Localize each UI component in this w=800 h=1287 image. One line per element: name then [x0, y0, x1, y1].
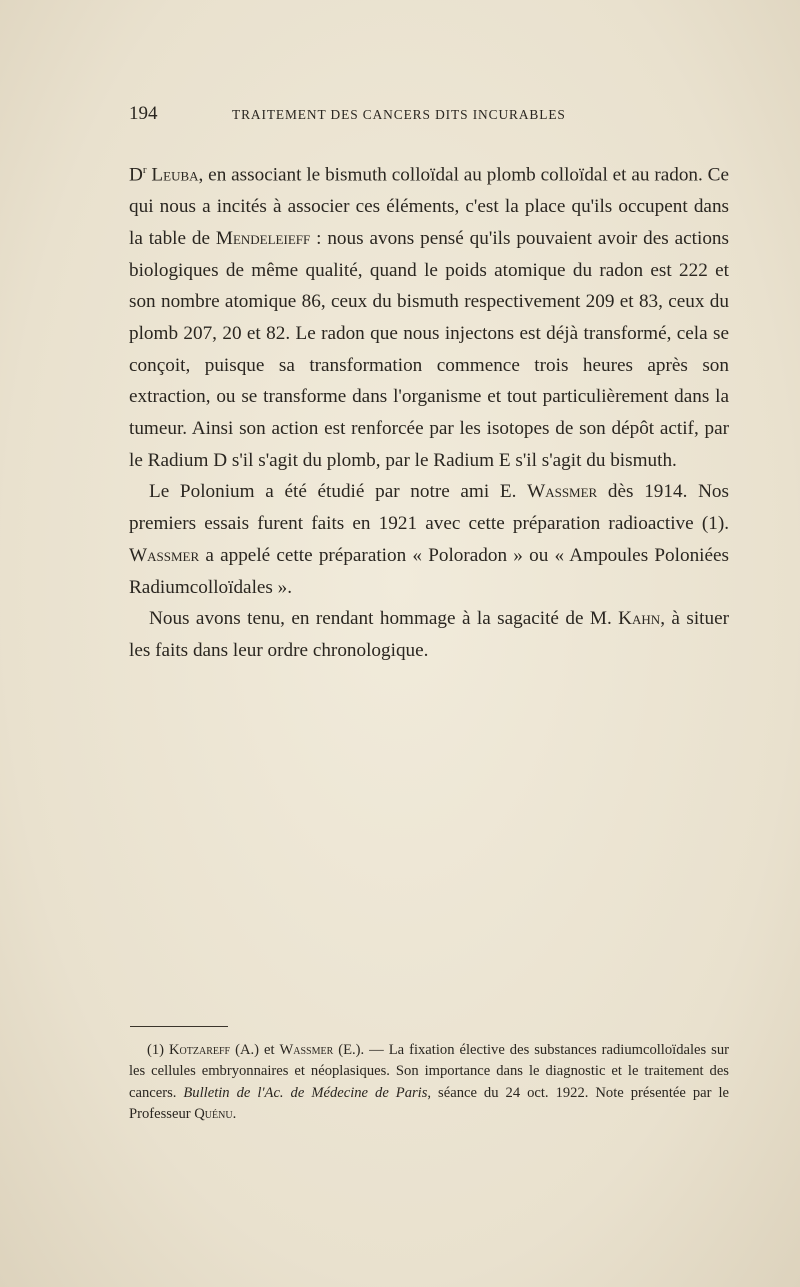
footnote-journal: Bulletin de l'Ac. de Médecine de Paris [183, 1084, 428, 1101]
paragraph-2-text-c: a appelé cette préparation « Poloradon » ou « Ampoules Poloniées Radiumcolloïdales ». [129, 544, 729, 598]
footnote-name-quenu: Quénu [194, 1105, 233, 1122]
body-text [129, 155, 729, 667]
running-head: TRAITEMENT DES CANCERS DITS INCURABLES [232, 107, 566, 122]
footnote-text-c: , séance du 24 oct. 1922. Note présentée par le Professeur [129, 1084, 729, 1122]
footnote-marker: (1) [147, 1042, 169, 1058]
paragraph-1-text-a: , en associant le bismuth colloïdal au plomb colloïdal et au radon. Ce qui nous a incités à associer ces éléments, c'est la place qu'ils occupent dans la table de [129, 164, 729, 249]
footnote-divider [130, 1026, 228, 1027]
author-name-wassmer: Wassmer [527, 481, 598, 503]
page-number: 194 [129, 103, 158, 124]
paragraph-3 [129, 603, 729, 666]
author-name-mendeleieff: Mendeleieff [215, 227, 311, 249]
title-dr-superscript: r [142, 164, 147, 176]
paragraph-1-text-b: : nous avons pensé qu'ils pouvaient avoir des actions biologiques de même qualité, quand le poids atomique du radon est 222 et son nombre atomique 86, ceux du bismuth respectivement 209 et 83, ceux du plomb 207, 20 et 82. Le radon que nous injectons est déjà transformé, cela se conçoit, puisque sa transformation commence trois heures après son extraction, ou se transforme dans l'organisme et tout particulièrement dans la tumeur. Ainsi son action est renforcée par les isotopes de son dépôt actif, par le Radium D s'il s'agit du plomb, par le Radium E s'il s'agit du bismuth. [129, 227, 729, 471]
footnote [129, 1040, 729, 1125]
author-name-kahn: Kahn [618, 608, 661, 630]
author-name-leuba: Leuba [151, 164, 199, 186]
title-dr: D [129, 164, 143, 186]
footnote-author-wassmer: Wassmer [279, 1042, 334, 1058]
footnote-text [129, 1040, 729, 1125]
paragraph-3-text-a: Nous avons tenu, en rendant hommage à la sagacité de M. [149, 608, 619, 630]
footnote-author-kotzareff: Kotzareff [169, 1042, 231, 1058]
paragraph-2-text-b: dès 1914. Nos premiers essais furent faits en 1921 avec cette préparation radioactive (1). [129, 481, 729, 535]
footnote-text-d: . [232, 1105, 237, 1122]
paragraph-2 [129, 476, 729, 603]
page-header [129, 103, 729, 129]
footnote-text-a: (A.) et [230, 1042, 280, 1058]
author-name-wassmer-2: Wassmer [129, 544, 200, 566]
paragraph-1 [129, 155, 729, 476]
paragraph-2-text-a: Le Polonium a été étudié par notre ami E. [149, 481, 528, 503]
paragraph-3-text-b: , à situer les faits dans leur ordre chronologique. [129, 608, 729, 661]
footnote-text-b: (E.). — La fixation élective des substances radiumcolloïdales sur les cellules embryonnaires et néoplasiques. Son importance dans le diagnostic et le traitement des cancers. [129, 1042, 730, 1101]
